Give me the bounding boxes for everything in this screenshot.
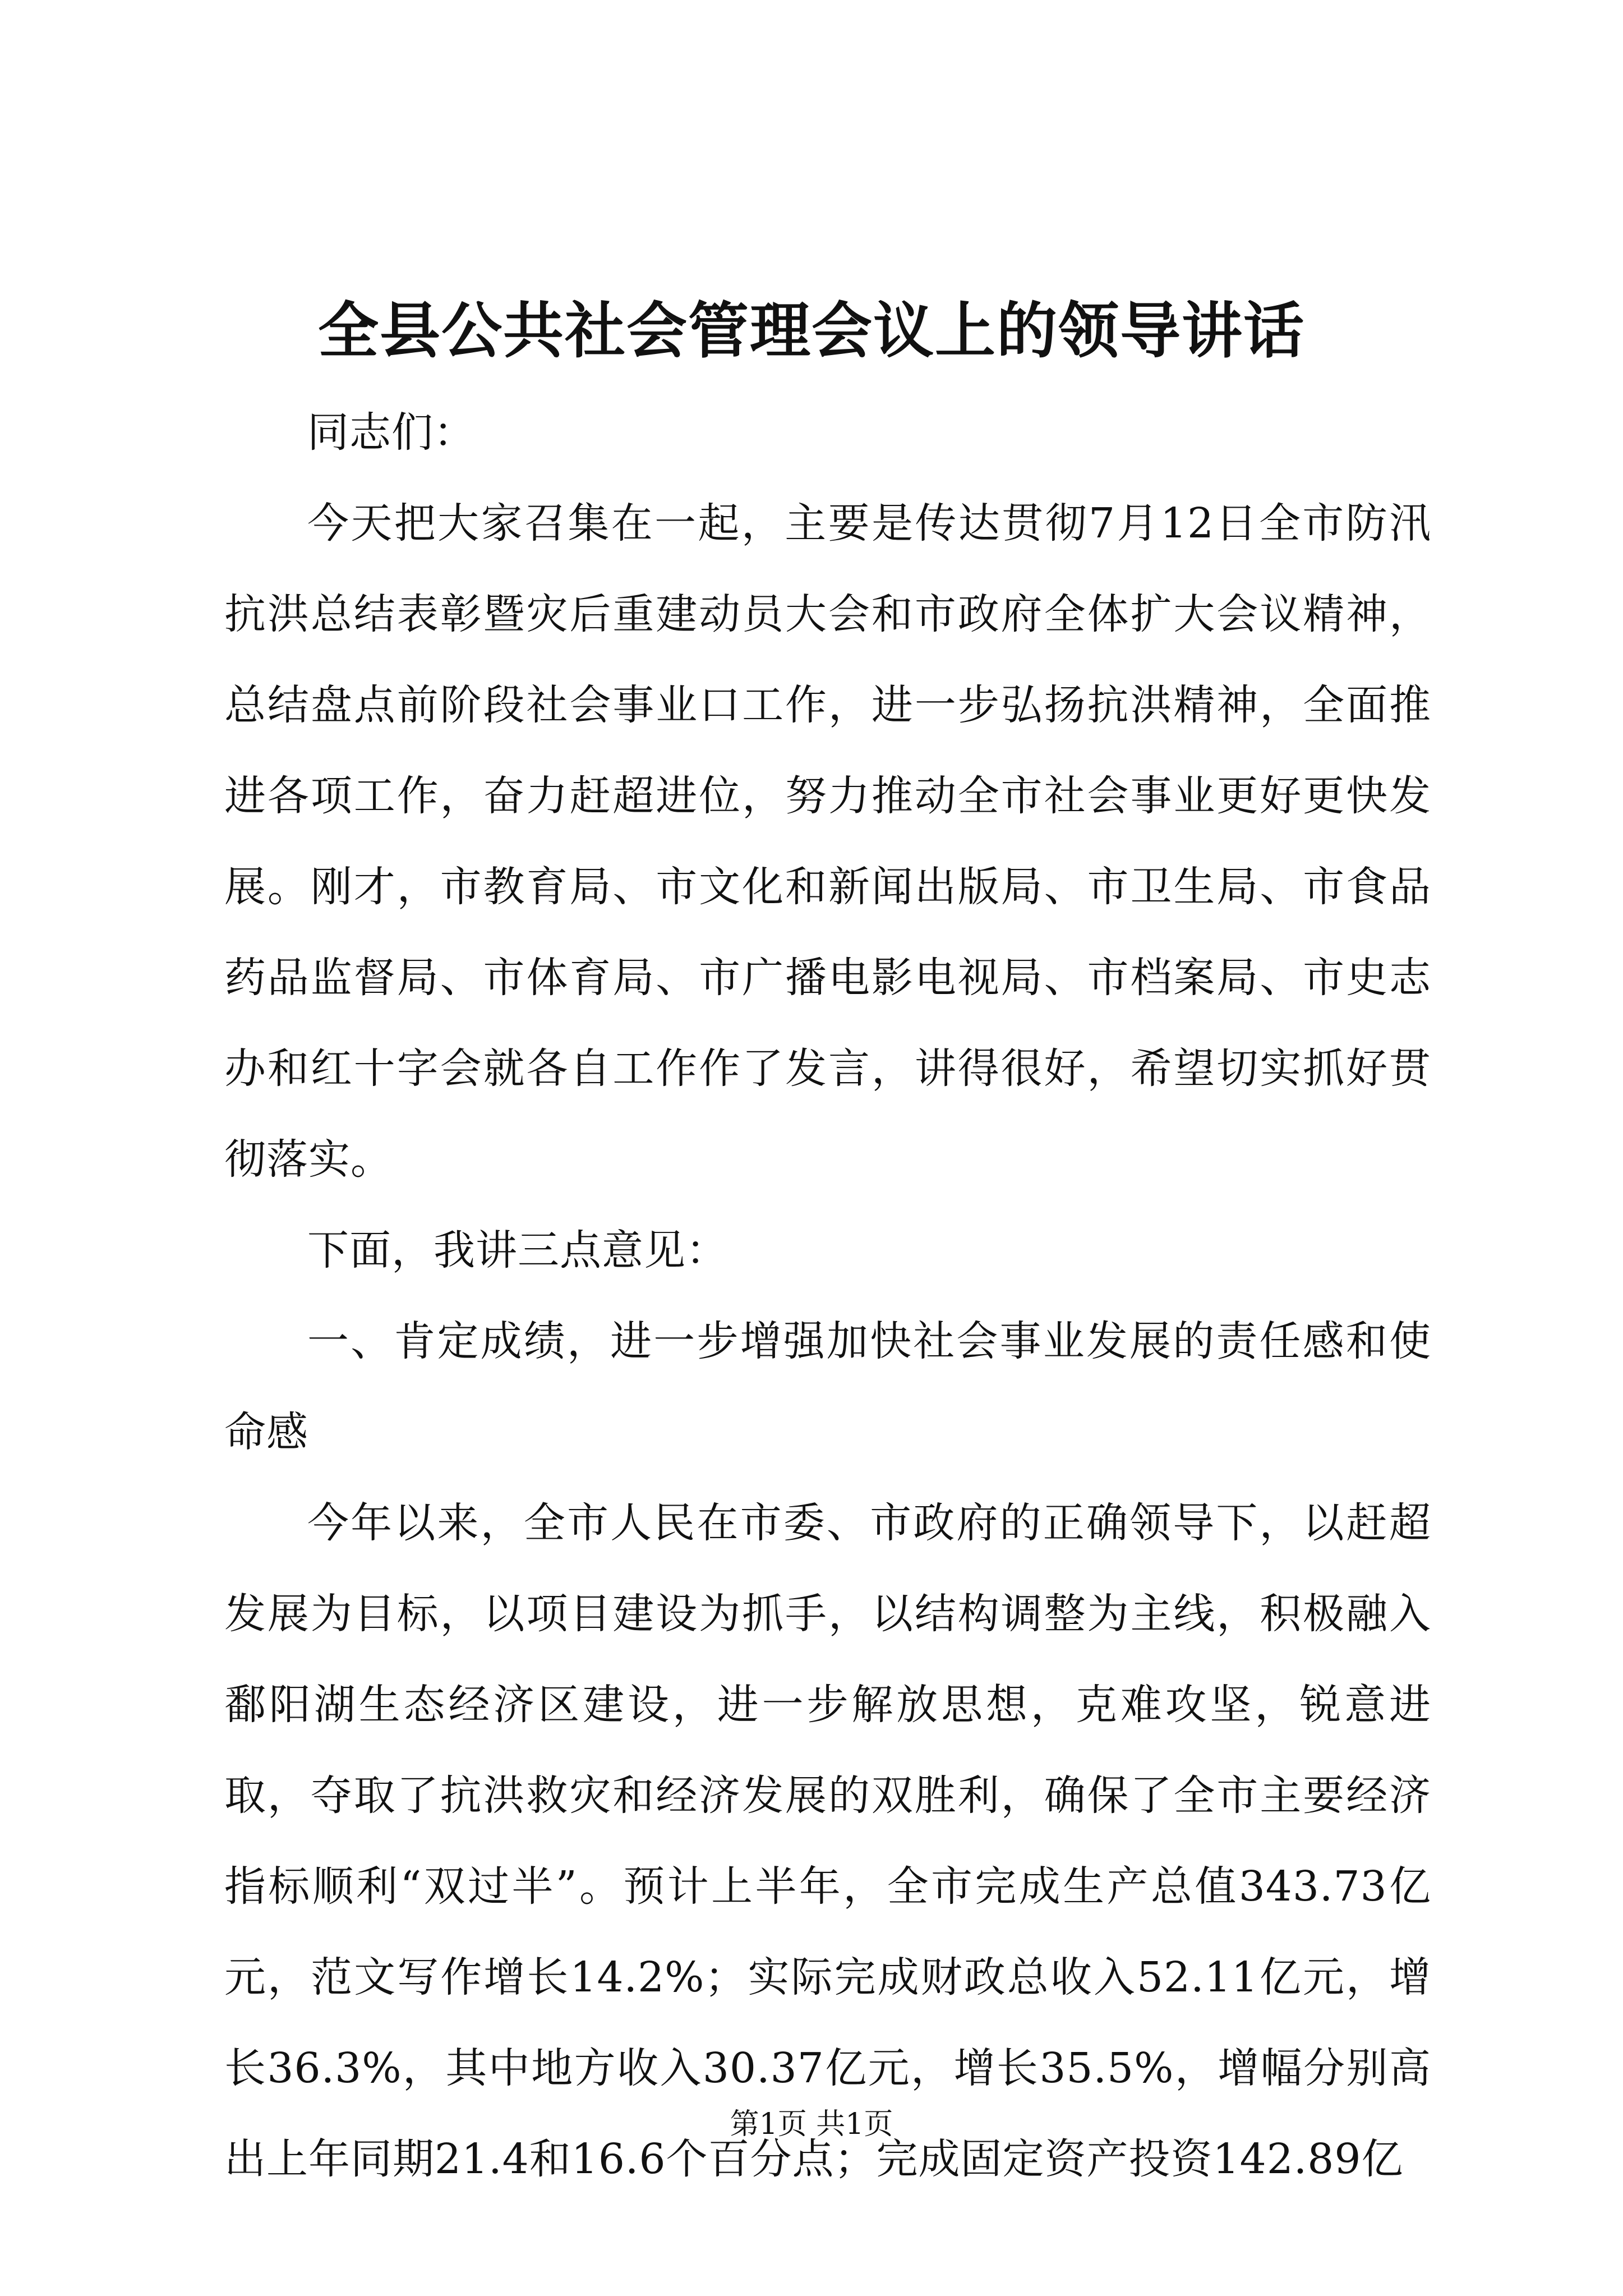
achievements-paragraph: 今年以来，全市人民在市委、市政府的正确领导下，以赶超发展为目标，以项目建设为抓手，以结构调整为主线，积极融入鄱阳湖生态经济区建设，进一步解放思想，克难攻坚，锐意进取，夺取了抗洪救灾和经济发展的双胜利，确保了全市主要经济指标顺利“双过半”。预计上半年，全市完成生产总值343.73亿元，范文写作增长14.2%；实际完成财政总收入52.11亿元，增长36.3%，其中地方收入30.37亿元，增长35.5%，增幅分别高出上年同期21.4和16.6个百分点；完成固定资产投资142.89亿 [224, 1499, 1431, 2183]
document-title: 全县公共社会管理会议上的领导讲话 [317, 296, 1305, 366]
intro-paragraph: 今天把大家召集在一起，主要是传达贯彻7月12日全市防汛抗洪总结表彰暨灾后重建动员大会和市政府全体扩大会议精神，总结盘点前阶段社会事业口工作，进一步弘扬抗洪精神，全面推进各项工作，奋力赶超进位，努力推动全市社会事业更好更快发展。刚才，市教育局、市文化和新闻出版局、市卫生局、市食品药品监督局、市体育局、市广播电影电视局、市档案局、市史志办和红十字会就各自工作作了发言，讲得很好，希望切实抓好贯彻落实。 [224, 499, 1431, 1184]
section-heading-1: 一、肯定成绩，进一步增强加快社会事业发展的责任感和使命感 [224, 1317, 1431, 1456]
document-body [224, 387, 1431, 2205]
outline-paragraph: 下面，我讲三点意见： [307, 1226, 728, 1274]
salutation-paragraph: 同志们： [307, 408, 476, 457]
page-footer: 第1页 共1页 [730, 2108, 893, 2141]
